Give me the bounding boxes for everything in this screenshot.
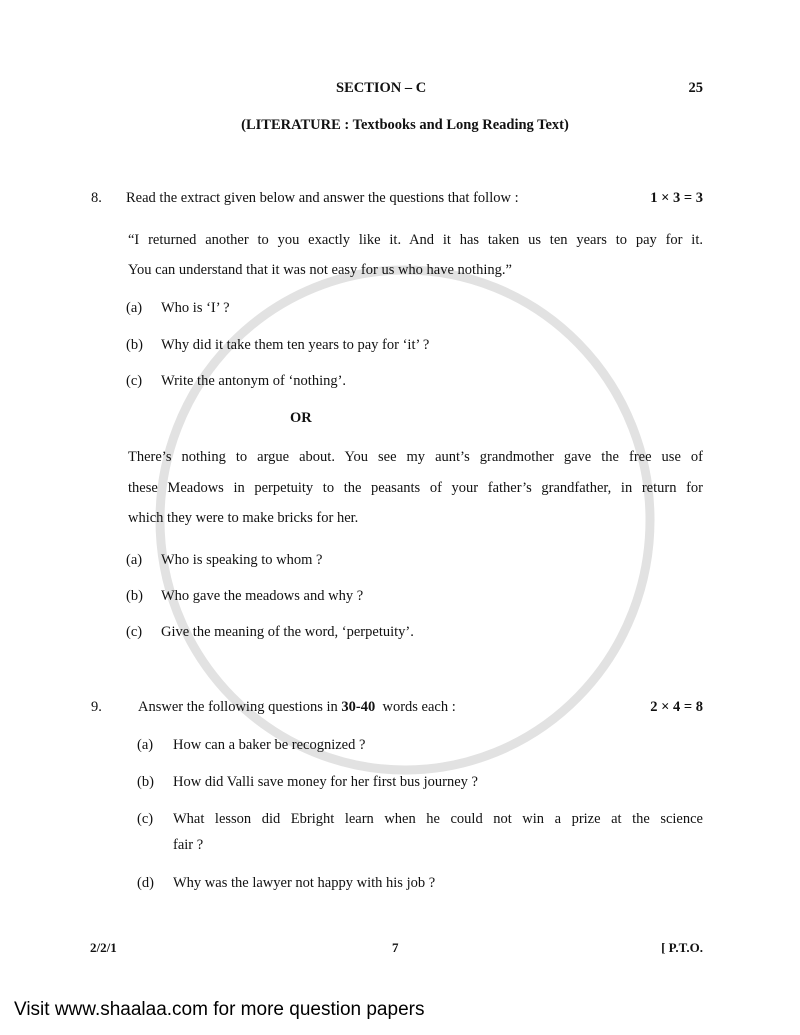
q8-alt-extract-line: There’s nothing to argue about. You see my aunt’s grandmother gave the free use of: [128, 449, 703, 465]
page-number: 7: [392, 940, 399, 955]
q9-instruction-post: words each :: [375, 699, 456, 715]
q8-part-text: Why did it take them ten years to pay for ‘it’ ?: [161, 337, 430, 353]
q9-part-text: How can a baker be recognized ?: [173, 737, 366, 753]
q9-part-label: (a): [137, 737, 154, 753]
q8-part-text: Who is ‘I’ ?: [161, 300, 230, 316]
q8-part-label: (c): [126, 373, 143, 389]
q8-alt-part-label: (a): [126, 552, 143, 568]
q9-instruction: [138, 698, 456, 716]
section-marks: 25: [688, 80, 703, 96]
q9-number: 9.: [91, 699, 102, 715]
q8-part-label: (b): [126, 337, 143, 353]
q8-marks: 1 × 3 = 3: [650, 190, 703, 206]
q9-part-label: (c): [137, 811, 154, 827]
q8-alt-part-text: Who is speaking to whom ?: [161, 552, 323, 568]
q9-part-text: What lesson did Ebright learn when he could not win a prize at the science: [173, 811, 703, 827]
q9-part-text-cont: fair ?: [173, 837, 204, 853]
pto-note: [ P.T.O.: [661, 940, 703, 955]
q8-alt-part-label: (c): [126, 624, 143, 640]
q8-alt-part-text: Who gave the meadows and why ?: [161, 588, 364, 604]
paper-code: 2/2/1: [90, 940, 117, 955]
q9-marks: 2 × 4 = 8: [650, 699, 703, 715]
q8-extract-line: You can understand that it was not easy for us who have nothing.”: [128, 262, 512, 278]
site-note: Visit www.shaalaa.com for more question papers: [14, 999, 425, 1020]
or-divider: OR: [290, 410, 312, 426]
q8-number: 8.: [91, 190, 102, 206]
q9-part-label: (d): [137, 875, 154, 891]
q9-part-label: (b): [137, 774, 154, 790]
q8-alt-part-text: Give the meaning of the word, ‘perpetuity’.: [161, 624, 414, 640]
q8-instruction: Read the extract given below and answer the questions that follow :: [126, 190, 519, 206]
q9-part-text: Why was the lawyer not happy with his job ?: [173, 875, 436, 891]
q8-alt-extract-line: which they were to make bricks for her.: [128, 510, 359, 526]
q9-instruction-pre: Answer the following questions in: [138, 699, 342, 715]
q8-part-text: Write the antonym of ‘nothing’.: [161, 373, 347, 389]
q9-part-text: How did Valli save money for her first bus journey ?: [173, 774, 478, 790]
q9-word-limit: 30-40: [341, 699, 376, 715]
q8-alt-part-label: (b): [126, 588, 143, 604]
q8-part-label: (a): [126, 300, 143, 316]
section-subtitle: (LITERATURE : Textbooks and Long Reading Text): [241, 117, 569, 133]
section-title: SECTION – C: [336, 80, 427, 96]
q8-extract-line: “I returned another to you exactly like it. And it has taken us ten years to pay for it.: [128, 232, 703, 248]
q8-alt-extract-line: these Meadows in perpetuity to the peasants of your father’s grandfather, in return for: [128, 480, 703, 496]
